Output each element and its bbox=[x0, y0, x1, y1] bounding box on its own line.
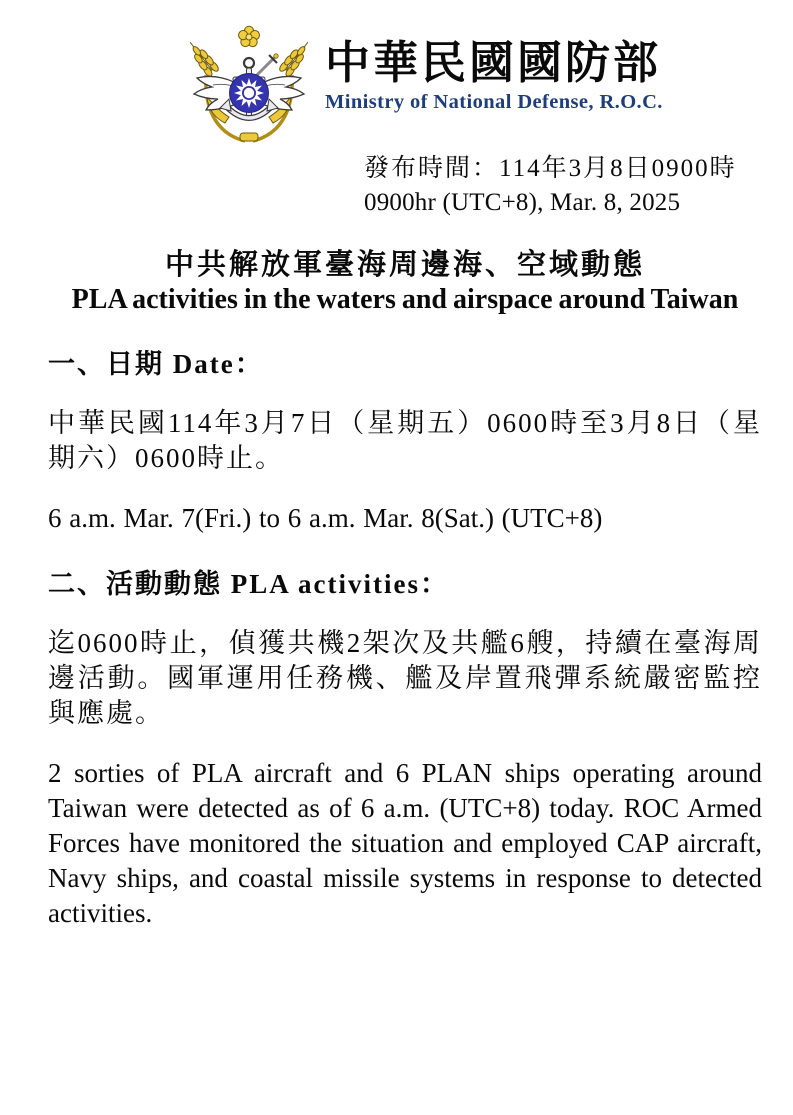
section-activities-paragraph-zh: 迄0600時止，偵獲共機2架次及共艦6艘，持續在臺海周邊活動。國軍運用任務機、艦及岸置飛彈系統嚴密監控與應處。 bbox=[48, 628, 762, 728]
section-activities-heading: 二、活動動態 PLA activities： bbox=[48, 569, 449, 599]
release-time-block bbox=[364, 152, 762, 220]
section-date-paragraph-en: 6 a.m. Mar. 7(Fri.) to 6 a.m. Mar. 8(Sat.) (UTC+8) bbox=[48, 503, 603, 533]
mnd-emblem-icon bbox=[183, 22, 315, 150]
document-title-zh: 中共解放軍臺海周邊海、空域動態 bbox=[164, 249, 645, 281]
release-time-zh: 發布時間：114年3月8日0900時 bbox=[364, 155, 737, 182]
org-identity bbox=[325, 22, 663, 114]
section-date bbox=[48, 348, 762, 536]
section-activities bbox=[48, 568, 762, 931]
document-title-en: PLA activities in the waters and airspace around Taiwan bbox=[71, 284, 739, 315]
section-activities-paragraph-en: 2 sorties of PLA aircraft and 6 PLAN ships operating around Taiwan were detected as of 6 a.m. (UTC+8) today. ROC Armed Forces have monitored the situation and employed CAP aircraft, Navy ships, and coastal missile systems in response to detected activities. bbox=[48, 758, 762, 928]
org-name-en: Ministry of National Defense, R.O.C. bbox=[325, 90, 663, 113]
section-date-paragraph-zh: 中華民國114年3月7日（星期五）0600時至3月8日（星期六）0600時止。 bbox=[48, 408, 762, 473]
document-body bbox=[48, 152, 762, 931]
release-time-en: 0900hr (UTC+8), Mar. 8, 2025 bbox=[364, 189, 681, 216]
section-date-heading: 一、日期 Date： bbox=[48, 349, 264, 379]
org-name-zh: 中華民國國防部 bbox=[325, 38, 662, 88]
header bbox=[183, 22, 663, 150]
document-title bbox=[48, 248, 762, 316]
